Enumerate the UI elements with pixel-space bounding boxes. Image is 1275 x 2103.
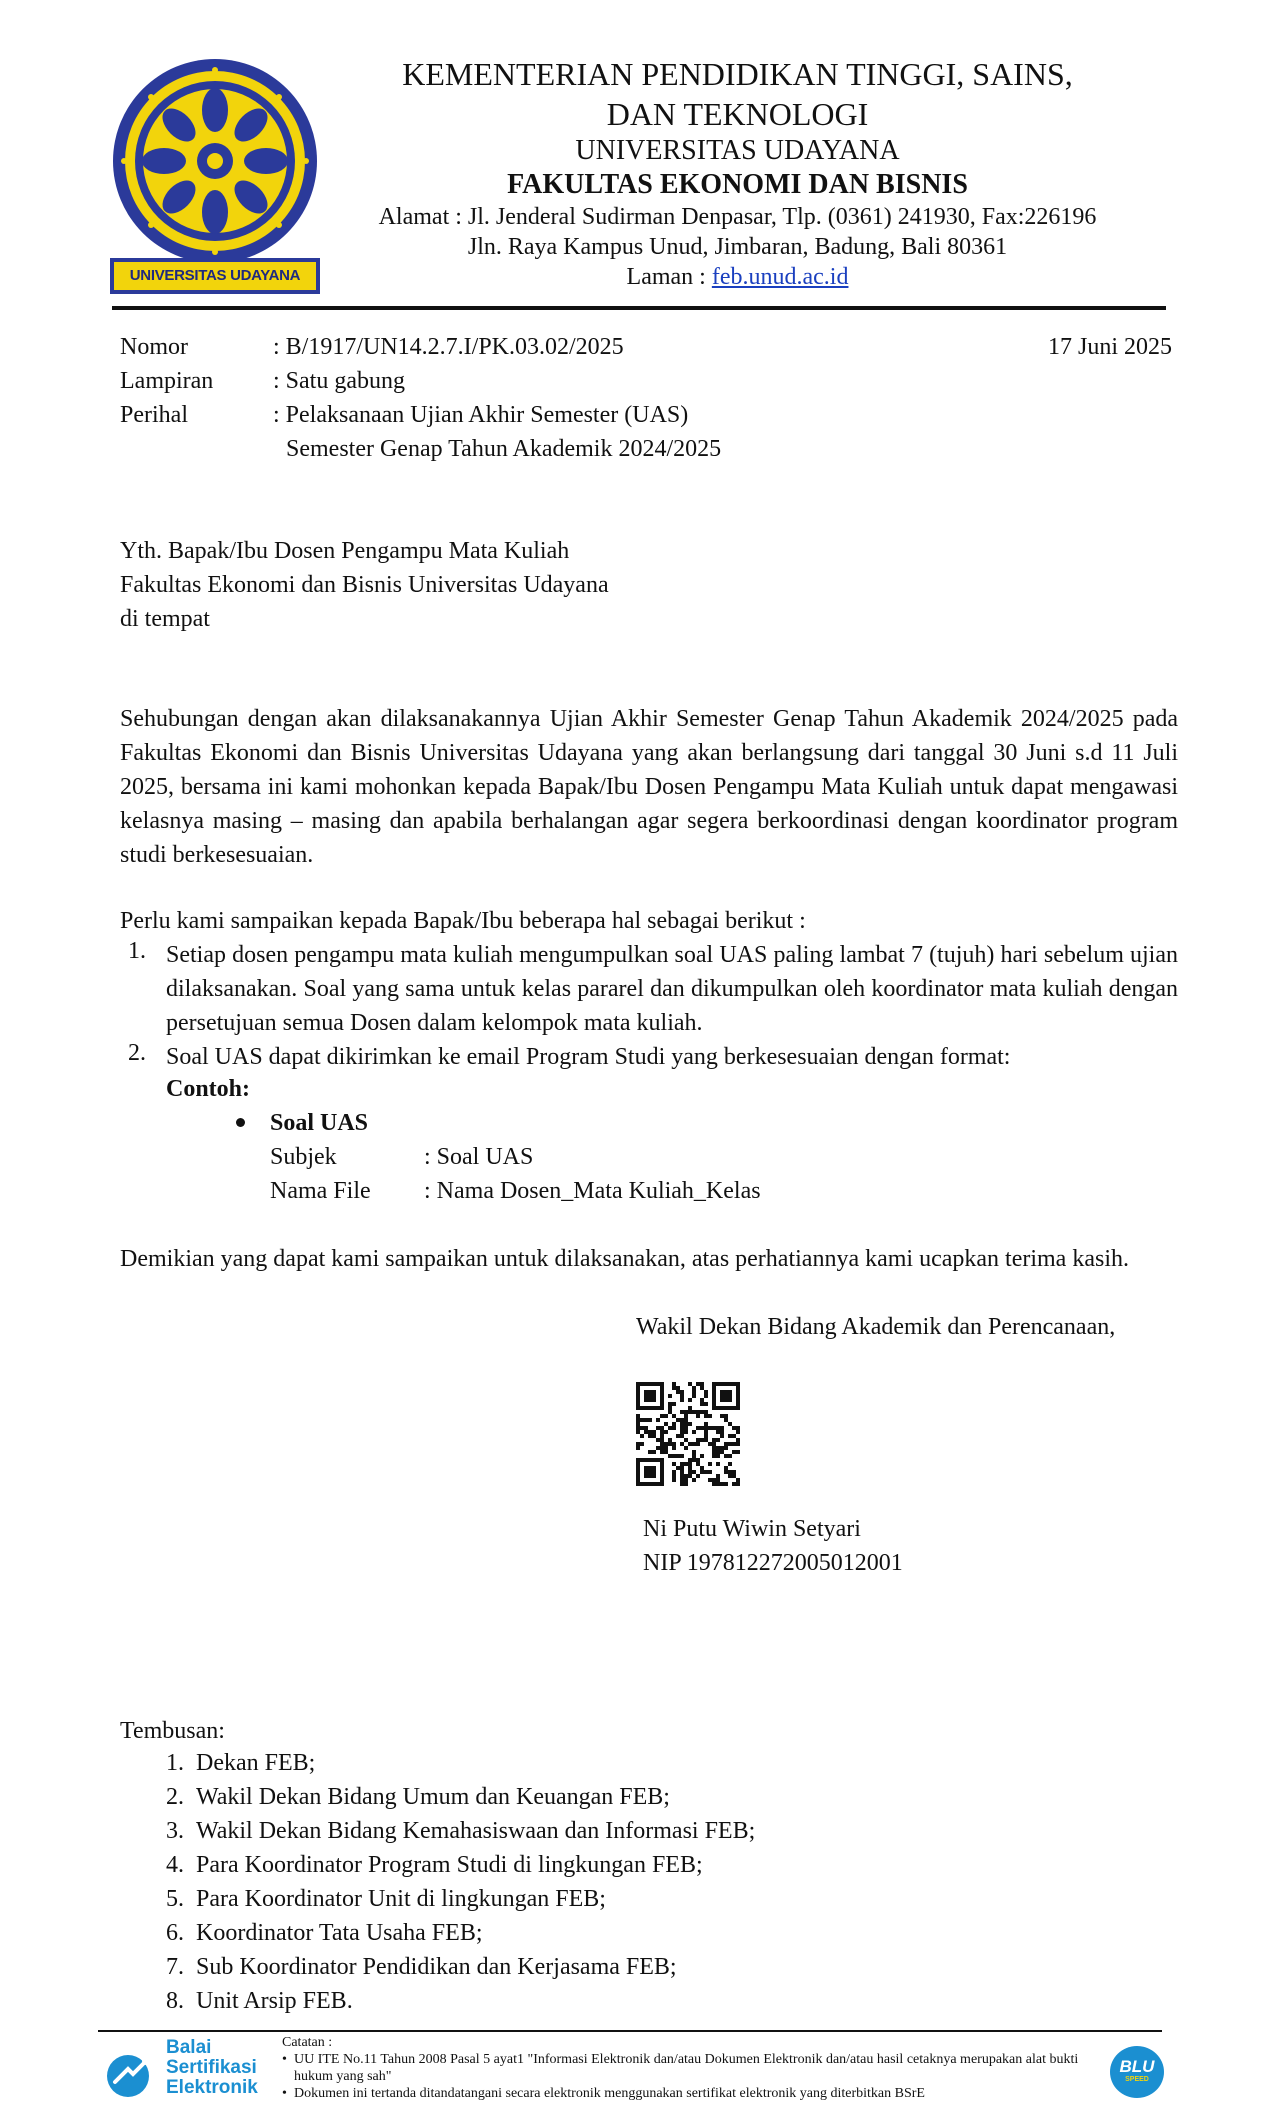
catatan-label: Catatan : [282,2035,333,2050]
bullet-dot-icon [236,1118,245,1127]
letter-date: 17 Juni 2025 [1047,334,1172,360]
logo-text: UNIVERSITAS UDAYANA [129,267,301,284]
bse-logo-icon [102,2052,160,2098]
tembusan-item: Koordinator Tata Usaha FEB; [196,1920,483,1946]
website-link[interactable]: feb.unud.ac.id [711,264,849,290]
note-bullet-icon: • [282,2086,287,2101]
note-2-text: Dokumen ini tertanda ditandatangani secara elektronik menggunakan sertifikat elektronik yang diterbitkan BSrE [294,2086,925,2101]
tembusan-item: Wakil Dekan Bidang Umum dan Keuangan FEB; [196,1784,670,1810]
perihal-value-line1: : Pelaksanaan Ujian Akhir Semester (UAS) [273,402,689,428]
footer-notes [282,2034,1094,2102]
university-name: UNIVERSITAS UDAYANA [575,135,900,166]
header-divider [112,306,1166,310]
tembusan-item-number: 8. [166,1988,184,2014]
note-item-1 [282,2051,1094,2085]
bse-name [166,2038,258,2098]
note-item-2 [282,2085,1094,2102]
tembusan-item-number: 4. [166,1852,184,1878]
ministry-line-1: KEMENTERIAN PENDIDIKAN TINGGI, SAINS, [402,56,1073,92]
tembusan-item: Unit Arsip FEB. [196,1988,353,2014]
opening-paragraph: Sehubungan dengan akan dilaksanakannya Ujian Akhir Semester Genap Tahun Akademik 2024/2025 pada Fakultas Ekonomi dan Bisnis Universitas Udayana yang akan berlangsung dari tanggal 30 Juni s.d 11 Juli 2025, bersama ini kami mohonkan kepada Bapak/Ibu Dosen Pengampu Mata Kuliah untuk dapat mengawasi kelasnya masing – masing dan apabila berhalangan agar segera berkoordinasi dengan koordinator program studi berkesesuaian. [120,706,1178,868]
blu-sub: SPEED [1125,2076,1149,2083]
tembusan-item-number: 2. [166,1784,184,1810]
address-line-1: Alamat : Jl. Jenderal Sudirman Denpasar, Tlp. (0361) 241930, Fax:226196 [378,204,1097,230]
lampiran-label: Lampiran [120,368,214,394]
signatory-name: Ni Putu Wiwin Setyari [643,1516,861,1542]
recipient-line-1: Yth. Bapak/Ibu Dosen Pengampu Mata Kuliah [120,538,570,564]
list-item-1-text: Setiap dosen pengampu mata kuliah mengumpulkan soal UAS paling lambat 7 (tujuh) hari sebelum ujian dilaksanakan. Soal yang sama untuk kelas pararel dan dikumpulkan oleh koordinator mata kuliah dengan persetujuan semua Dosen dalam kelompok mata kuliah. [166,942,1178,1036]
list-intro: Perlu kami sampaikan kepada Bapak/Ibu beberapa hal sebagai berikut : [120,908,806,934]
signatory-nip: NIP 197812272005012001 [643,1550,903,1576]
subjek-value: : Soal UAS [424,1144,534,1170]
ministry-line-2: DAN TEKNOLOGI [606,96,869,132]
nomor-label: Nomor [120,334,188,360]
tembusan-item: Para Koordinator Unit di lingkungan FEB; [196,1886,606,1912]
blu-text: BLU [1119,2057,1155,2076]
tembusan-item-number: 7. [166,1954,184,1980]
closing-sentence: Demikian yang dapat kami sampaikan untuk dilaksanakan, atas perhatiannya kami ucapkan terima kasih. [120,1246,1129,1272]
tembusan-item-number: 5. [166,1886,184,1912]
bse-line-2: Sertifikasi [166,2057,257,2078]
tembusan-item: Para Koordinator Program Studi di lingkungan FEB; [196,1852,703,1878]
qr-code [636,1382,740,1486]
example-label: Contoh: [166,1076,251,1102]
list-item-2-text: Soal UAS dapat dikirimkan ke email Program Studi yang berkesesuaian dengan format: [166,1044,1011,1070]
faculty-name: FAKULTAS EKONOMI DAN BISNIS [507,169,968,200]
tembusan-item: Wakil Dekan Bidang Kemahasiswaan dan Informasi FEB; [196,1818,756,1844]
namafile-value: : Nama Dosen_Mata Kuliah_Kelas [424,1178,761,1204]
tembusan-item-number: 6. [166,1920,184,1946]
note-bullet-icon: • [282,2052,287,2067]
signatory-title: Wakil Dekan Bidang Akademik dan Perencanaan, [636,1314,1116,1340]
bse-line-1: Balai [166,2037,212,2058]
list-item-2-number: 2. [128,1040,146,1066]
tembusan-item-number: 1. [166,1750,184,1776]
nomor-value: : B/1917/UN14.2.7.I/PK.03.02/2025 [273,334,624,360]
bse-line-3: Elektronik [166,2077,258,2098]
namafile-label: Nama File [270,1178,371,1204]
tembusan-item-number: 3. [166,1818,184,1844]
blu-logo [1110,2046,1164,2098]
subjek-label: Subjek [270,1144,337,1170]
tembusan-item: Dekan FEB; [196,1750,316,1776]
note-1-text: UU ITE No.11 Tahun 2008 Pasal 5 ayat1 "Informasi Elektronik dan/atau Dokumen Elektronik dan/atau hasil cetaknya merupakan alat bukti hukum yang sah" [294,2052,1079,2084]
lampiran-value: : Satu gabung [273,368,405,394]
bullet-title: Soal UAS [270,1110,369,1136]
perihal-value-line2: Semester Genap Tahun Akademik 2024/2025 [286,436,722,462]
footer-divider [98,2030,1162,2032]
list-item-1-number: 1. [128,938,146,964]
recipient-line-3: di tempat [120,606,210,632]
perihal-label: Perihal [120,402,188,428]
address-line-2: Jln. Raya Kampus Unud, Jimbaran, Badung, Bali 80361 [467,234,1008,260]
university-logo [110,58,320,294]
tembusan-label: Tembusan: [120,1718,225,1744]
website-label: Laman : [626,264,712,290]
website-line [350,262,1125,292]
qr-modules [636,1382,740,1486]
recipient-line-2: Fakultas Ekonomi dan Bisnis Universitas Udayana [120,572,609,598]
tembusan-item: Sub Koordinator Pendidikan dan Kerjasama FEB; [196,1954,677,1980]
